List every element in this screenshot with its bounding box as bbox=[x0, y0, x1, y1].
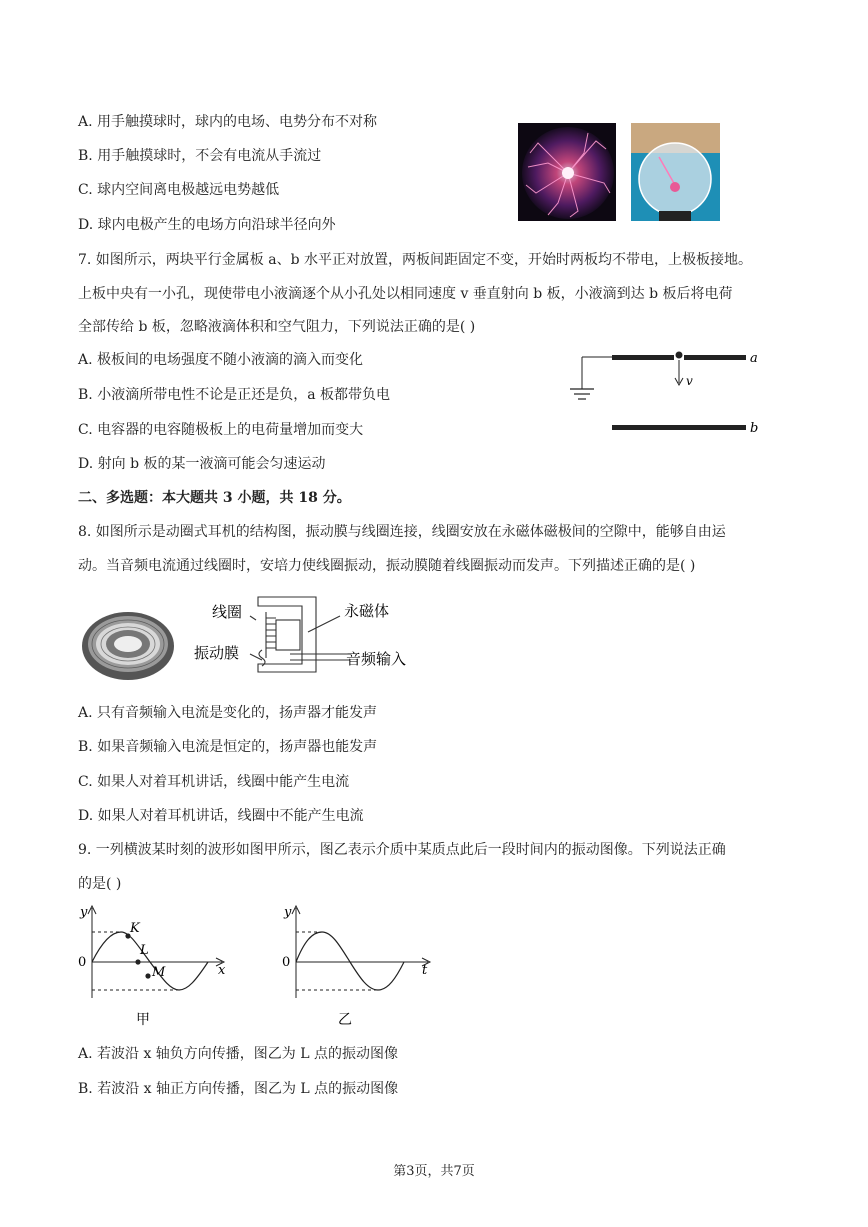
earphone-speaker-photo bbox=[78, 604, 178, 684]
k-label: K bbox=[130, 921, 140, 936]
plasma-ball-photo bbox=[518, 123, 616, 221]
q8-stem-line-1: 8. 如图所示是动圈式耳机的结构图，振动膜与线圈连接，线圈安放在永磁体磁极间的空隙中，能够自由运 bbox=[78, 524, 726, 540]
point-l bbox=[135, 959, 140, 964]
coil-windings bbox=[266, 618, 276, 648]
plate-a-label: a bbox=[750, 351, 758, 366]
membrane-label: 振动膜 bbox=[194, 644, 240, 662]
velocity-label: v bbox=[686, 374, 693, 388]
coil-label: 线圈 bbox=[212, 603, 243, 621]
droplet bbox=[676, 352, 683, 359]
wave-form-graph-a bbox=[72, 902, 237, 1030]
q9-stem-line-1: 9. 一列横波某时刻的波形如图甲所示，图乙表示介质中某质点此后一段时间内的振动图像。下列说法正确 bbox=[78, 842, 726, 858]
caption-jia: 甲 bbox=[136, 1012, 150, 1028]
q7-option-c: C. 电容器的电容随极板上的电荷量增加而变大 bbox=[78, 422, 364, 438]
permanent-magnet bbox=[258, 597, 316, 672]
capacitor-plates-diagram bbox=[560, 345, 770, 440]
q7-stem-line-2: 上板中央有一小孔，现使带电小液滴逐个从小孔处以相同速度 v 垂直射向 b 板，小液滴到达 b 板后将电荷 bbox=[78, 286, 733, 302]
q6-option-d: D. 球内电极产生的电场方向沿球半径向外 bbox=[78, 217, 336, 233]
q8-stem-line-2: 动。当音频电流通过线圈时，安培力使线圈振动，振动膜随着线圈振动而发声。下列描述正确的是( ) bbox=[78, 558, 696, 574]
y-axis-label: y bbox=[284, 905, 292, 920]
m-label: M bbox=[152, 965, 166, 980]
q8-option-d: D. 如果人对着耳机讲话，线圈中不能产生电流 bbox=[78, 808, 364, 824]
q9-stem-line-2: 的是( ) bbox=[78, 876, 122, 892]
vibration-curve bbox=[296, 932, 404, 990]
q7-stem-line-3: 全部传给 b 板，忽略液滴体积和空气阻力，下列说法正确的是( ) bbox=[78, 319, 476, 335]
q7-option-a: A. 极板间的电场强度不随小液滴的滴入而变化 bbox=[78, 352, 364, 368]
plate-b-label: b bbox=[750, 421, 759, 436]
origin-label: 0 bbox=[282, 955, 291, 970]
q6-option-c: C. 球内空间离电极越远电势越低 bbox=[78, 182, 280, 198]
audio-input-label: 音频输入 bbox=[346, 650, 407, 668]
y-axis-label: y bbox=[80, 905, 88, 920]
plate-b bbox=[612, 425, 746, 430]
q8-option-c: C. 如果人对着耳机讲话，线圈中能产生电流 bbox=[78, 774, 350, 790]
magnet-core bbox=[276, 620, 300, 650]
l-label: L bbox=[140, 943, 149, 958]
x-axis-label: x bbox=[218, 963, 226, 978]
plate-a-left bbox=[612, 355, 674, 360]
q8-option-a: A. 只有音频输入电流是变化的，扬声器才能发声 bbox=[78, 705, 378, 721]
vibration-graph-b bbox=[282, 902, 442, 1030]
q8-option-b: B. 如果音频输入电流是恒定的，扬声器也能发声 bbox=[78, 739, 378, 755]
magnet-label: 永磁体 bbox=[344, 602, 390, 620]
wave-curve bbox=[92, 932, 208, 990]
q9-option-b: B. 若波沿 x 轴正方向传播，图乙为 L 点的振动图像 bbox=[78, 1081, 399, 1097]
origin-label: 0 bbox=[78, 955, 87, 970]
hand-touch-plasma-photo bbox=[631, 123, 720, 221]
page-footer: 第3页，共7页 bbox=[393, 1164, 475, 1179]
plate-a-right bbox=[684, 355, 746, 360]
q7-option-b: B. 小液滴所带电性不论是正还是负，a 板都带负电 bbox=[78, 387, 390, 403]
section-heading: 二、多选题：本大题共 3 小题，共 18 分。 bbox=[78, 490, 351, 506]
t-axis-label: t bbox=[422, 963, 428, 978]
q7-option-d: D. 射向 b 板的某一液滴可能会匀速运动 bbox=[78, 456, 326, 472]
q9-option-a: A. 若波沿 x 轴负方向传播，图乙为 L 点的振动图像 bbox=[78, 1046, 399, 1062]
caption-yi: 乙 bbox=[338, 1012, 352, 1028]
q7-stem-line-1: 7. 如图所示，两块平行金属板 a、b 水平正对放置，两板间距固定不变，开始时两板均不带电，上极板接地。 bbox=[78, 252, 753, 268]
point-m bbox=[145, 973, 150, 978]
q6-option-a: A. 用手触摸球时，球内的电场、电势分布不对称 bbox=[78, 114, 378, 130]
moving-coil-structure-diagram bbox=[190, 592, 420, 682]
q6-option-b: B. 用手触摸球时，不会有电流从手流过 bbox=[78, 148, 322, 164]
